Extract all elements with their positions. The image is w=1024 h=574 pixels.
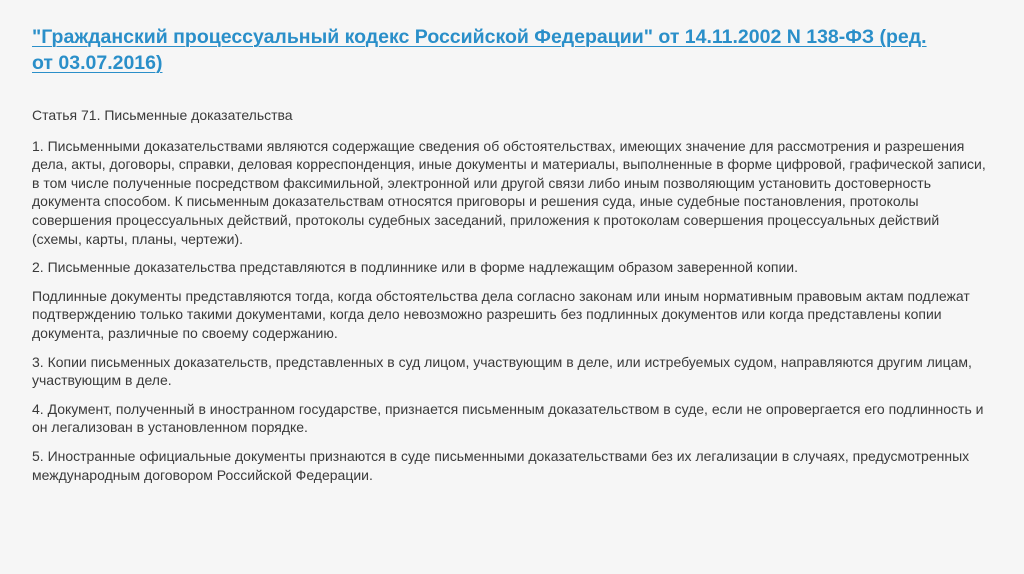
document-title-link[interactable]: "Гражданский процессуальный кодекс Российской Федерации" от 14.11.2002 N 138-ФЗ (ред. от 03.07.2016) [32,26,927,74]
paragraph-3: Подлинные документы представляются тогда, когда обстоятельства дела согласно законам или иным нормативным правовым актам подлежат подтверждению только такими документами, когда дело невозможно разрешить без подлинных документов или когда представлены копии документа, различные по своему содержанию. [32,287,970,341]
paragraph-2: 2. Письменные доказательства представляются в подлиннике или в форме надлежащим образом заверенной копии. [32,259,798,276]
article-body [32,106,992,494]
paragraph-4: 3. Копии письменных доказательств, представленных в суд лицом, участвующим в деле, или истребуемых судом, направляются другим лицам, участвующим в деле. [32,353,972,389]
paragraph-6: 5. Иностранные официальные документы признаются в суде письменными доказательствами без их легализации в случаях, предусмотренных международным договором Российской Федерации. [32,447,970,483]
article-heading: Статья 71. Письменные доказательства [32,107,293,123]
paragraph-5: 4. Документ, полученный в иностранном государстве, признается письменным доказательством в суде, если не опровергается его подлинность и он легализован в установленном порядке. [32,400,984,436]
paragraph-1: 1. Письменными доказательствами являются содержащие сведения об обстоятельствах, имеющих значение для рассмотрения и разрешения дела, акты, договоры, справки, деловая корреспонденция, иные документы и материалы, выполненные в форме цифровой, графической записи, в том числе полученные посредством факсимильной, электронной или другой связи либо иным позволяющим установить достоверность документа способом. К письменным доказательствам относятся приговоры и решения суда, иные судебные постановления, протоколы совершения процессуальных действий, протоколы судебных заседаний, приложения к протоколам совершения процессуальных действий (схемы, карты, планы, чертежи). [32,137,986,247]
